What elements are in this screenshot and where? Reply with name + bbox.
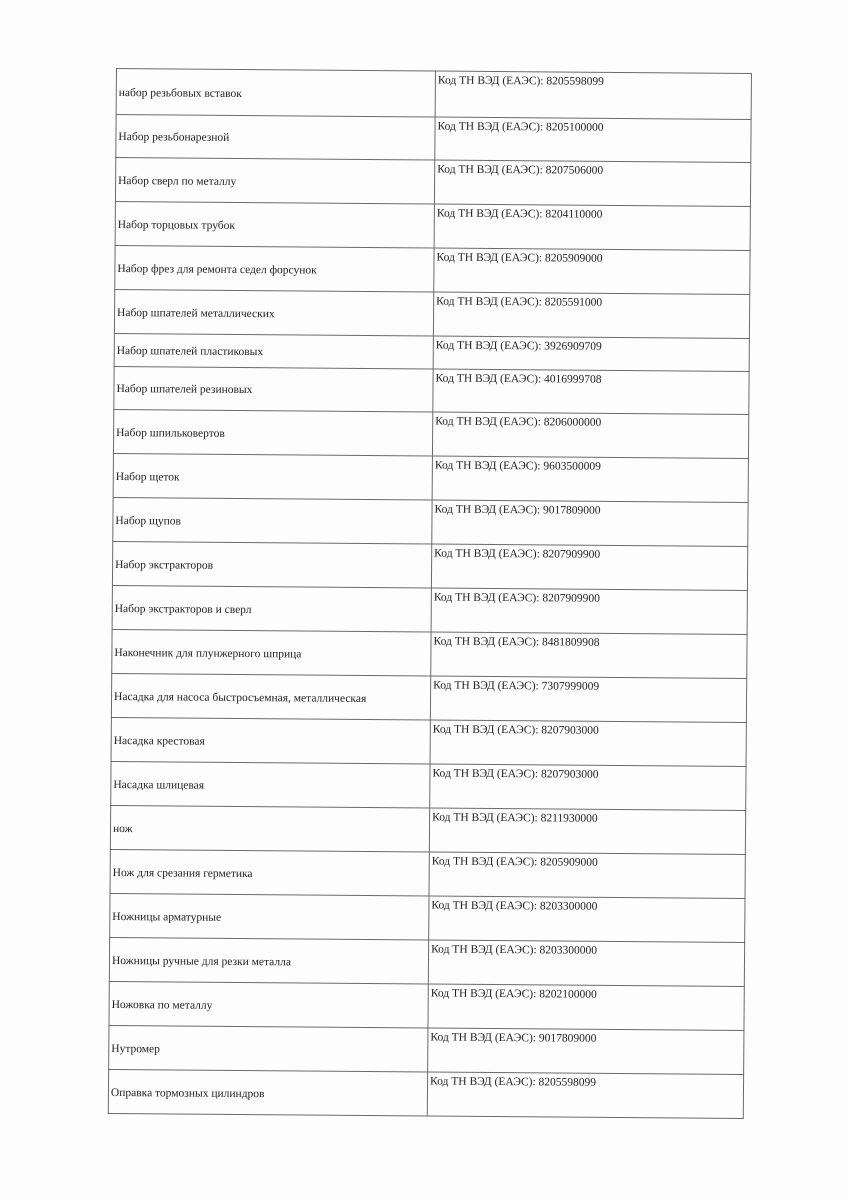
item-code: Код ТН ВЭД (ЕАЭС): 8205100000 [435,117,751,162]
table-row [113,497,748,546]
item-name-cell [110,893,429,940]
table-row [108,1069,743,1118]
item-code: Код ТН ВЭД (ЕАЭС): 8205591000 [433,292,749,338]
table-row [116,115,751,163]
item-code: Код ТН ВЭД (ЕАЭС): 8204110000 [434,204,750,250]
item-code: Код ТН ВЭД (ЕАЭС): 9603500009 [432,456,748,502]
item-code: Код ТН ВЭД (ЕАЭС): 9017809000 [428,1028,744,1074]
table-row [115,245,750,294]
table-row [112,629,747,678]
item-code: Код ТН ВЭД (ЕАЭС): 8205909000 [434,248,750,294]
item-name-cell [113,453,432,500]
item-name: Ножовка по металлу [111,998,213,1012]
item-name-cell [111,673,430,720]
item-name-cell [112,629,431,676]
table-row [109,1025,744,1074]
item-name-cell [110,805,429,852]
item-name: Оправка тормозных цилиндров [110,1086,265,1100]
item-name-cell [109,937,428,984]
item-code: Код ТН ВЭД (ЕАЭС): 3926909709 [433,336,749,371]
item-code: Код ТН ВЭД (ЕАЭС): 8206000000 [432,412,748,458]
table-row [110,805,745,854]
item-code: Код ТН ВЭД (ЕАЭС): 4016999708 [433,369,749,414]
table-row [110,893,745,942]
item-name: Набор фрез для ремонта седел форсунок [117,262,317,277]
item-name-cell [116,115,435,161]
item-code: Код ТН ВЭД (ЕАЭС): 8205909000 [429,852,745,898]
item-name: Набор резьбонарезной [118,131,230,144]
item-name: Ножницы ручные для резки металла [111,954,292,968]
item-name-cell [109,981,428,1028]
item-name: Набор шпильковертов [116,426,225,440]
table-row [113,453,748,502]
item-name: Ножницы арматурные [112,910,222,924]
item-code: Код ТН ВЭД (ЕАЭС): 8211930000 [429,808,745,854]
table-row [114,366,749,414]
item-name: Насадка для насоса быстросъемная, металлическая [114,690,367,705]
item-code: Код ТН ВЭД (ЕАЭС): 8207903000 [430,764,746,810]
table-row [112,585,747,634]
table-row [111,761,746,810]
table-row [114,289,749,338]
table-row [110,849,745,898]
item-name: Набор щеток [115,470,180,484]
item-name: Нож для срезания герметика [112,866,253,880]
item-name-cell [114,289,433,336]
item-name-cell [109,1025,428,1072]
item-name-cell [114,366,433,412]
item-name: Набор сверл по металлу [118,174,237,188]
item-code: Код ТН ВЭД (ЕАЭС): 8203300000 [429,896,745,942]
item-code: Код ТН ВЭД (ЕАЭС): 8202100000 [428,984,744,1030]
item-code: Код ТН ВЭД (ЕАЭС): 9017809000 [432,500,748,546]
item-name-cell [112,585,431,632]
item-code: Код ТН ВЭД (ЕАЭС): 8205598099 [427,1072,743,1118]
item-name: Набор шпателей пластиковых [116,345,264,359]
item-name-cell [113,497,432,544]
item-name: Насадка шлицевая [113,778,205,792]
item-code: Код ТН ВЭД (ЕАЭС): 8205598099 [435,71,751,119]
item-code: Код ТН ВЭД (ЕАЭС): 8207909900 [431,588,747,634]
tnved-code-table [108,68,752,1119]
item-name: набор резьбовых вставок [118,86,242,100]
table-row [111,673,746,722]
table-row [111,717,746,766]
item-code: Код ТН ВЭД (ЕАЭС): 8207506000 [434,160,750,206]
item-name-cell [111,761,430,808]
item-code: Код ТН ВЭД (ЕАЭС): 8481809908 [431,632,747,678]
table-row [109,981,744,1030]
item-name: Нутромер [111,1042,160,1055]
table-row [113,409,748,458]
item-name: Набор торцовых трубок [117,218,236,232]
item-code: Код ТН ВЭД (ЕАЭС): 8207909900 [431,544,747,590]
table-row [114,333,749,371]
item-name: Набор щупов [115,514,182,528]
item-code: Код ТН ВЭД (ЕАЭС): 8207903000 [430,720,746,766]
item-name-cell [111,717,430,764]
item-name-cell [108,1069,427,1116]
item-name-cell [113,409,432,456]
table-row [115,158,750,207]
item-name-cell [112,541,431,588]
item-name: Набор экстракторов и сверл [114,602,252,616]
item-name: Набор шпателей резиновых [116,383,253,397]
item-name: Насадка крестовая [113,734,205,748]
item-name-cell [114,333,433,369]
table-row [115,201,750,250]
item-name-cell [115,245,434,292]
table-body [108,69,751,1119]
table-row [112,541,747,590]
item-name: Наконечник для плунжерного шприца [114,646,302,660]
item-name: Набор экстракторов [115,558,214,572]
item-code: Код ТН ВЭД (ЕАЭС): 7307999009 [430,676,746,722]
item-name: нож [112,822,133,835]
item-code: Код ТН ВЭД (ЕАЭС): 8203300000 [428,940,744,986]
item-name-cell [110,849,429,896]
item-name-cell [116,69,435,118]
item-name-cell [115,201,434,248]
item-name: Набор шпателей металлических [117,306,275,320]
table-row [116,69,751,120]
table-row [109,937,744,986]
item-name-cell [115,158,434,205]
